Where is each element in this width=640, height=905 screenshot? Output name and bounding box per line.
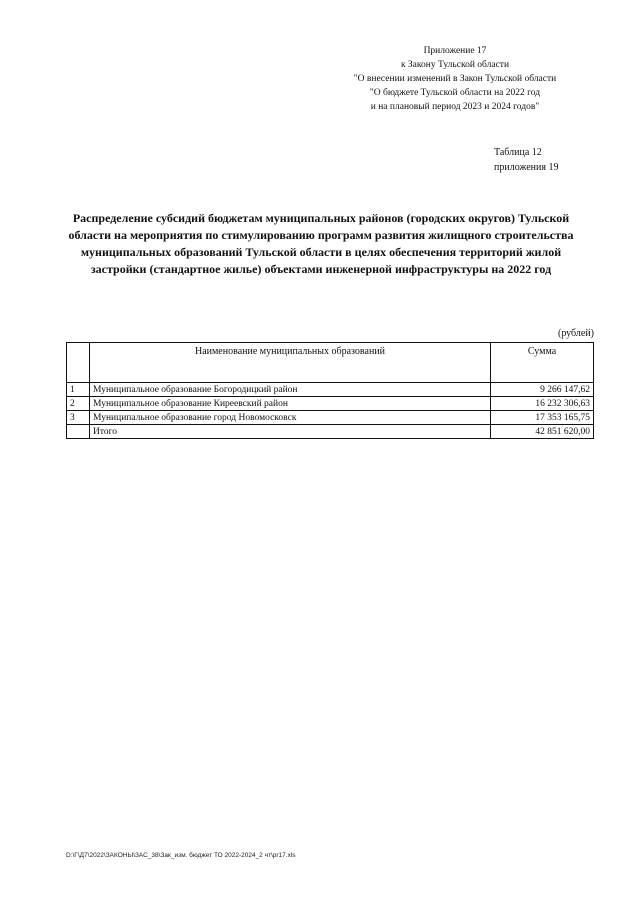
document-title: Распределение субсидий бюджетам муниципальных районов (городских округов) Тульской области на мероприятия по стимулированию программ развития жилищного строительства муниципальных образований Тульской области в целях обеспечения территорий жилой застройки (стандартное жилье) объектами инженерной инфраструктуры на 2022 год: [68, 211, 574, 276]
row-number: 3: [67, 411, 90, 425]
header-sum-cell: Сумма: [491, 343, 594, 383]
header-num-cell: [67, 343, 90, 383]
row-number: 1: [67, 383, 90, 397]
subsidy-table: [66, 342, 594, 439]
appendix-line: к Закону Тульской области: [400, 60, 510, 70]
appendix-line: и на плановый период 2023 и 2024 годов": [370, 102, 540, 112]
row-sum: 16 232 306,63: [491, 397, 594, 411]
table-row: [67, 411, 594, 425]
table-row: [67, 397, 594, 411]
row-sum: 17 353 165,75: [491, 411, 594, 425]
header-name-cell: Наименование муниципальных образований: [90, 343, 491, 383]
row-name: Муниципальное образование город Новомосковск: [90, 411, 491, 425]
row-name: Муниципальное образование Киреевский район: [90, 397, 491, 411]
currency-units: (рублей): [557, 328, 594, 339]
file-path-footer: D:\Г\Д7\2022\ЗАКОНЫ\ЗАС_38\Зак_изм. бюджет ТО 2022-2024_2 чт\pr17.xls: [66, 852, 296, 859]
appendix-number: приложения 19: [494, 162, 559, 173]
table-row: [67, 383, 594, 397]
appendix-line: "О бюджете Тульской области на 2022 год: [369, 88, 541, 98]
total-sum: 42 851 620,00: [491, 425, 594, 439]
total-label: Итого: [90, 425, 491, 439]
table-number: Таблица 12: [494, 147, 542, 158]
table-total-row: [67, 425, 594, 439]
row-number: 2: [67, 397, 90, 411]
appendix-line: "О внесении изменений в Закон Тульской области: [353, 74, 557, 84]
appendix-line: Приложение 17: [423, 46, 487, 56]
appendix-header: [330, 44, 580, 114]
table-header-row: [67, 343, 594, 383]
table-reference: [494, 145, 574, 175]
total-num-cell: [67, 425, 90, 439]
row-sum: 9 266 147,62: [491, 383, 594, 397]
row-name: Муниципальное образование Богородицкий район: [90, 383, 491, 397]
